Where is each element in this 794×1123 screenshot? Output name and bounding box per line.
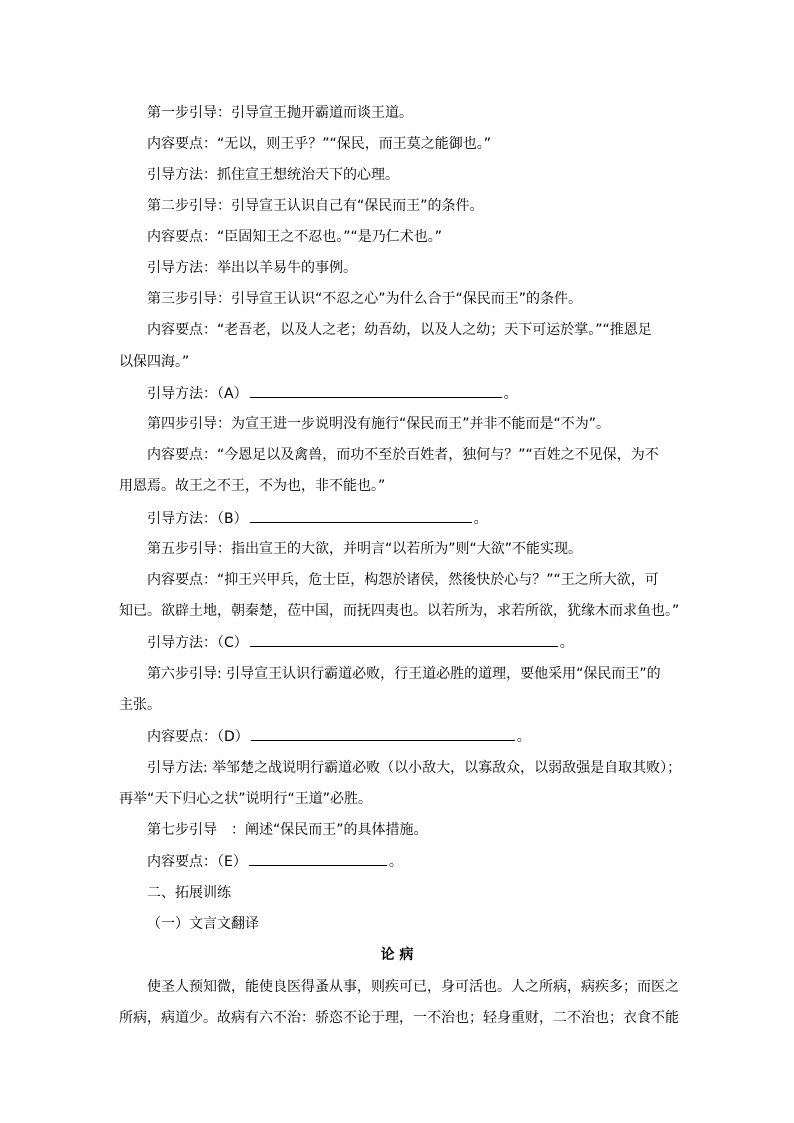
step1-content-points: 内容要点：“无以，则王乎？”“保民，而王莫之能御也。” (147, 136, 492, 152)
step3-content-points-cont: 以保四海。” (119, 354, 190, 370)
step2-guide: 第二步引导：引导宣王认识自己有“保民而王”的条件。 (147, 198, 484, 214)
step5-guide-method: 引导方法：（C） 。 (147, 632, 574, 653)
step3-guide: 第三步引导：引导宣王认识“不忍之心”为什么合于“保民而王”的条件。 (147, 291, 583, 307)
step2-content-points: 内容要点：“臣固知王之不忍也。”“是乃仁术也。” (147, 229, 443, 245)
passage-paragraph-line-1: 使圣人预知微，能使良医得蚤从事，则疾可已，身可活也。人之所病，病疾多；而医之 (147, 979, 679, 995)
step2-guide-method: 引导方法：举出以羊易牛的事例。 (147, 260, 357, 276)
step6-guide-method: 引导方法: 举邹楚之战说明行霸道必败（以小敌大，以寡敌众，以弱敌强是自取其败）； (147, 760, 682, 776)
step5-guide: 第五步引导：指出宣王的大欲，并明言“以若所为”则“大欲”不能实现。 (147, 541, 583, 557)
step6-guide-cont: 主张。 (119, 697, 161, 713)
step4-content-points-cont: 用恩焉。故王之不王，不为也，非不能也。” (119, 478, 386, 494)
passage-paragraph-line-2: 所病，病道少。故病有六不治：骄恣不论于理，一不治也；轻身重财，二不治也；衣食不能 (119, 1010, 679, 1026)
passage-title: 论 病 (380, 947, 414, 963)
answer-blank-e[interactable] (249, 851, 387, 866)
step6-guide-method-cont: 再举“天下归心之状”说明行“王道”必胜。 (119, 791, 373, 807)
step3-content-points: 内容要点：“老吾老，以及人之老；幼吾幼，以及人之幼；天下可运於掌。”“推恩足 (147, 322, 652, 338)
answer-blank-c[interactable] (250, 632, 558, 647)
step4-content-points: 内容要点：“今恩足以及禽兽，而功不至於百姓者，独何与？”“百姓之不见保，为不 (147, 447, 659, 463)
step7-guide: 第七步引导 ：阐述“保民而王”的具体措施。 (147, 822, 428, 838)
subsection-heading-classical-translation: （一）文言文翻译 (147, 916, 259, 932)
answer-blank-a[interactable] (250, 383, 502, 398)
step7-content-points: 内容要点：（E） 。 (147, 851, 403, 872)
step6-content-points: 内容要点：（D） 。 (147, 726, 531, 747)
answer-blank-d[interactable] (251, 726, 515, 741)
step4-guide: 第四步引导：为宣王进一步说明没有施行“保民而王”并非不能而是“不为”。 (147, 416, 611, 432)
step1-guide: 第一步引导：引导宣王抛开霸道而谈王道。 (147, 105, 413, 121)
step3-guide-method: 引导方法：（A） 。 (147, 383, 518, 404)
step5-content-points-cont: 知已。欲辟土地，朝秦楚，莅中国，而抚四夷也。以若所为，求若所欲，犹缘木而求鱼也。” (119, 603, 680, 619)
step1-guide-method: 引导方法：抓住宣王想统治天下的心理。 (147, 167, 399, 183)
step5-content-points: 内容要点：“抑王兴甲兵，危士臣，构怨於诸侯，然後快於心与？”“王之所大欲，可 (147, 572, 659, 588)
answer-blank-b[interactable] (250, 508, 472, 523)
section-heading-extension-training: 二、拓展训练 (147, 885, 231, 901)
step6-guide: 第六步引导: 引导宣王认识行霸道必败，行王道必胜的道理，要他采用“保民而王”的 (147, 666, 661, 682)
step4-guide-method: 引导方法：（B） 。 (147, 508, 488, 529)
